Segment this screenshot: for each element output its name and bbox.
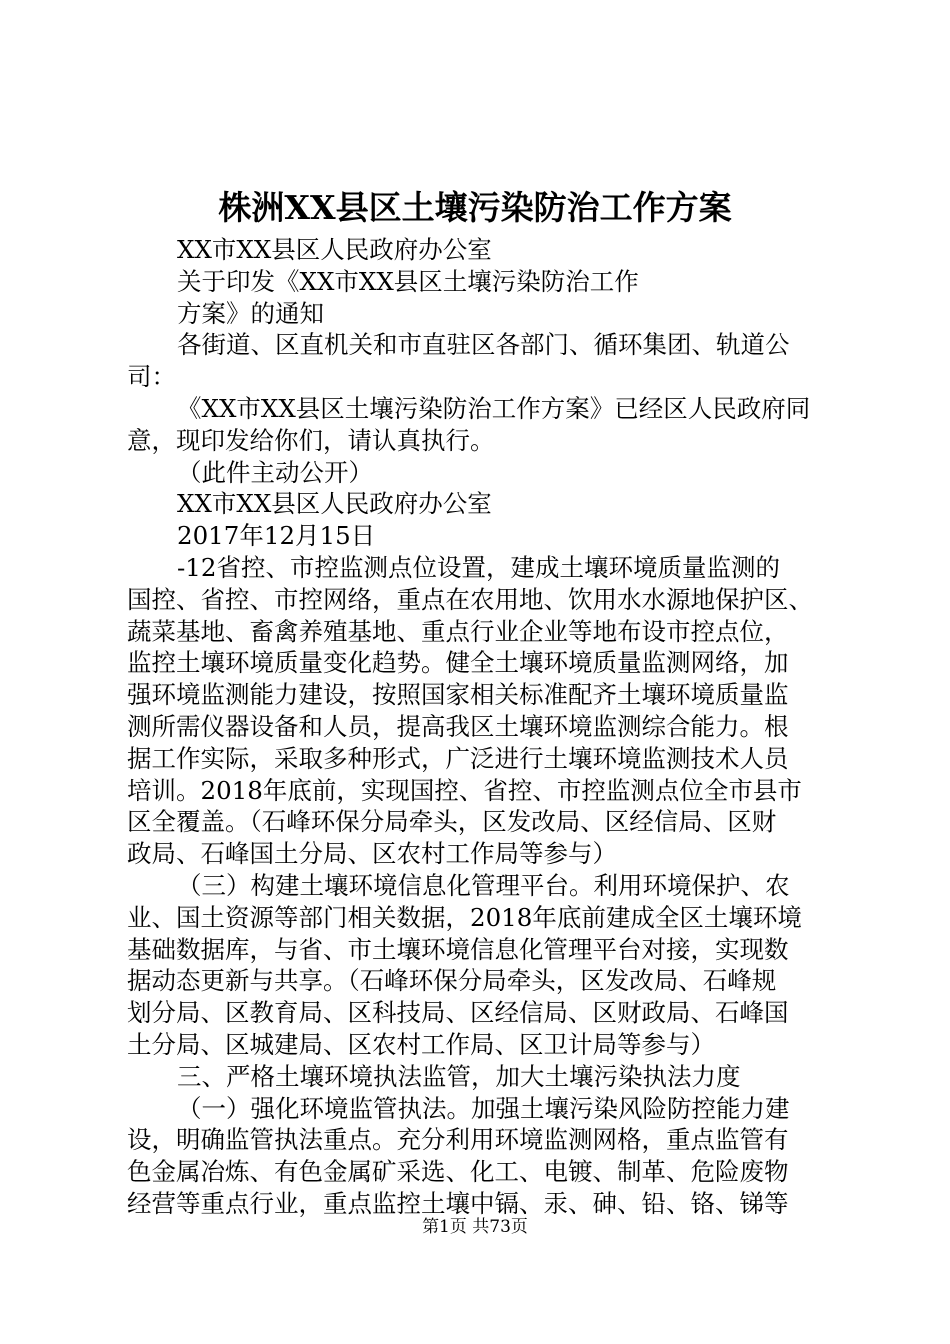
text-line: 色金属冶炼、有色金属矿采选、化工、电镀、制革、危险废物 — [127, 1157, 789, 1187]
text-line: XX市XX县区人民政府办公室 — [177, 235, 492, 264]
text-line: 业、国土资源等部门相关数据，2018年底前建成全区土壤环境 — [127, 902, 802, 932]
text-line: 据工作实际，采取多种形式，广泛进行土壤环境监测技术人员 — [127, 743, 789, 773]
text-line: 设，明确监管执法重点。充分利用环境监测网格，重点监管有 — [127, 1125, 789, 1155]
text-line: 方案》的通知 — [177, 298, 324, 328]
text-line: 各街道、区直机关和市直驻区各部门、循环集团、轨道公 — [177, 330, 790, 360]
text-line: -12省控、市控监测点位设置，建成土壤环境质量监测的 — [177, 552, 780, 582]
text-line: 基础数据库，与省、市土壤环境信息化管理平台对接，实现数 — [127, 934, 789, 964]
text-line: 监控土壤环境质量变化趋势。健全土壤环境质量监测网络，加 — [127, 648, 789, 678]
text-line: 强环境监测能力建设，按照国家相关标准配齐土壤环境质量监 — [127, 680, 789, 710]
text-line: （三）构建土壤环境信息化管理平台。利用环境保护、农 — [177, 870, 790, 900]
text-line: 培训。2018年底前，实现国控、省控、市控监测点位全市县市 — [127, 775, 802, 805]
section-heading: 三、严格土壤环境执法监管，加大土壤污染执法力度 — [177, 1061, 741, 1091]
document-body — [127, 234, 842, 1220]
text-line: （一）强化环境监管执法。加强土壤污染风险防控能力建 — [177, 1093, 790, 1123]
text-line: 划分局、区教育局、区科技局、区经信局、区财政局、石峰国 — [127, 998, 789, 1028]
page-number: 第1页 共73页 — [422, 1217, 528, 1237]
text-line: 政局、石峰国土分局、区农村工作局等参与） — [127, 839, 617, 869]
text-line: 2017年12月15日 — [177, 521, 376, 551]
text-line: 国控、省控、市控网络，重点在农用地、饮用水水源地保护区、 — [127, 584, 813, 614]
text-line: 《XX市XX县区土壤污染防治工作方案》已经区人民政府同 — [177, 393, 811, 423]
text-line: 关于印发《XX市XX县区土壤污染防治工作 — [177, 266, 639, 296]
document-title: 株洲XX县区土壤污染防治工作方案 — [218, 188, 732, 227]
text-line: 测所需仪器设备和人员，提高我区土壤环境监测综合能力。根 — [127, 711, 789, 741]
text-line: 据动态更新与共享。（石峰环保分局牵头，区发改局、石峰规 — [127, 966, 777, 996]
text-line: 土分局、区城建局、区农村工作局、区卫计局等参与） — [127, 1029, 715, 1059]
text-line: 经营等重点行业，重点监控土壤中镉、汞、砷、铅、铬、锑等 — [127, 1188, 789, 1218]
text-line: 意，现印发给你们，请认真执行。 — [127, 425, 495, 455]
text-line: 区全覆盖。（石峰环保分局牵头，区发改局、区经信局、区财 — [127, 807, 777, 837]
text-line: 蔬菜基地、畜禽养殖基地、重点行业企业等地布设市控点位， — [127, 616, 789, 646]
text-line: 司： — [127, 362, 176, 392]
text-line: （此件主动公开） — [177, 457, 373, 487]
text-line: XX市XX县区人民政府办公室 — [177, 489, 492, 519]
